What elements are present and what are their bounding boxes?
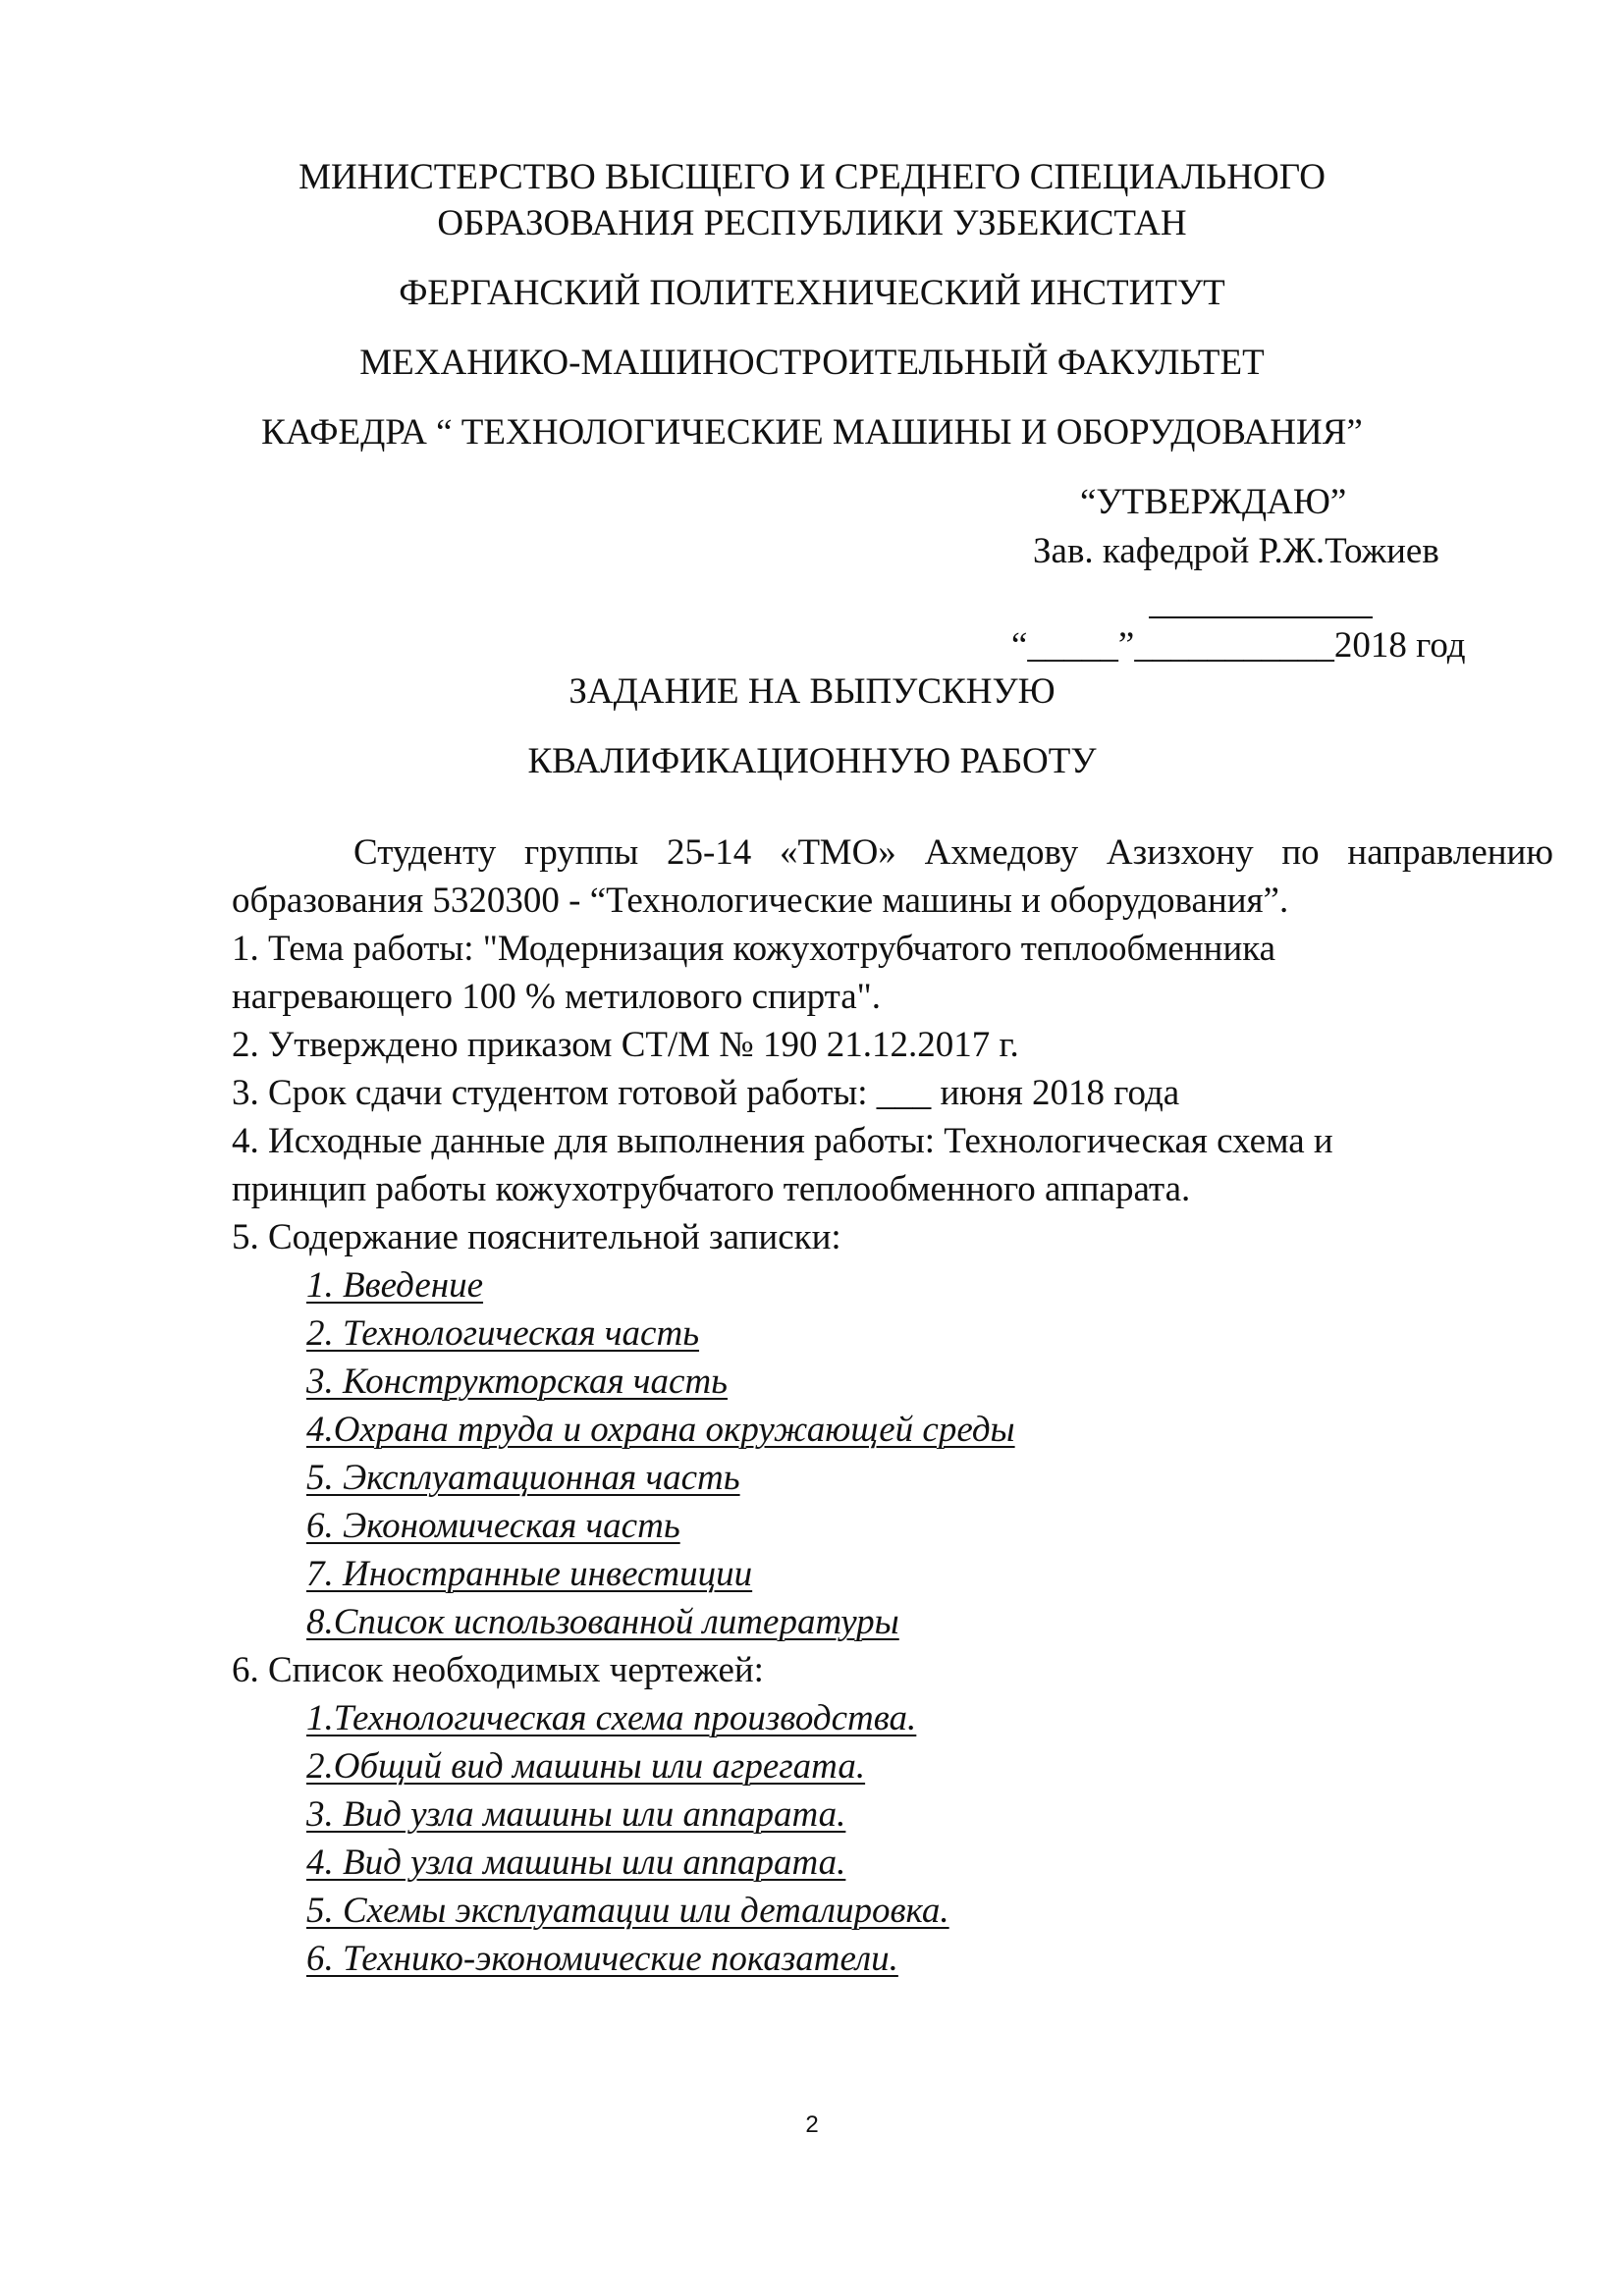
drawings-item: 4. Вид узла машины или аппарата.: [306, 1842, 846, 1883]
drawings-item: 6. Технико-экономические показатели.: [306, 1939, 898, 1979]
drawings-item: 1.Технологическая схема производства.: [306, 1698, 917, 1738]
source-data-line-2: принцип работы кожухотрубчатого теплообменного аппарата.: [232, 1169, 1191, 1209]
drawings-heading: 6. Список необходимых чертежей:: [232, 1650, 764, 1690]
drawings-item: 3. Вид узла машины или аппарата.: [306, 1794, 846, 1835]
drawings-item: 5. Схемы эксплуатации или деталировка.: [306, 1891, 949, 1931]
deadline-line: 3. Срок сдачи студентом готовой работы: ___ июня 2018 года: [232, 1073, 1180, 1113]
intro-line-2: образования 5320300 - “Технологические машины и оборудования”.: [232, 881, 1289, 921]
source-data-line-1: 4. Исходные данные для выполнения работы: Технологическая схема и: [232, 1121, 1333, 1161]
contents-item: 3. Конструкторская часть: [306, 1362, 729, 1402]
department-name: КАФЕДРА “ ТЕХНОЛОГИЧЕСКИЕ МАШИНЫ И ОБОРУДОВАНИЯ”: [261, 412, 1363, 453]
theme-line-1: 1. Тема работы: "Модернизация кожухотрубчатого теплообменника: [232, 929, 1276, 969]
approval-head: Зав. кафедрой Р.Ж.Тожиев: [1033, 531, 1439, 571]
contents-item: 7. Иностранные инвестиции: [306, 1554, 753, 1594]
contents-item: 2. Технологическая часть: [306, 1313, 700, 1354]
order-line: 2. Утверждено приказом СТ/М № 190 21.12.2017 г.: [232, 1025, 1019, 1065]
approval-title: “УТВЕРЖДАЮ”: [1080, 482, 1347, 522]
contents-item: 8.Список использованной литературы: [306, 1602, 899, 1642]
document-title-line-2: КВАЛИФИКАЦИОННУЮ РАБОТУ: [527, 741, 1097, 781]
page-number: 2: [805, 2111, 819, 2138]
drawings-item: 2.Общий вид машины или агрегата.: [306, 1746, 866, 1787]
document-title-line-1: ЗАДАНИЕ НА ВЫПУСКНУЮ: [568, 671, 1056, 712]
signature-line: [1149, 616, 1373, 618]
institute-name: ФЕРГАНСКИЙ ПОЛИТЕХНИЧЕСКИЙ ИНСТИТУТ: [399, 273, 1225, 313]
contents-item: 1. Введение: [306, 1265, 484, 1306]
ministry-line-1: МИНИСТЕРСТВО ВЫСЩЕГО И СРЕДНЕГО СПЕЦИАЛЬНОГО: [298, 157, 1326, 197]
approval-date-line: “_____”___________2018 год: [1011, 625, 1466, 666]
contents-item: 5. Эксплуатационная часть: [306, 1458, 740, 1498]
contents-item: 6. Экономическая часть: [306, 1506, 680, 1546]
ministry-line-2: ОБРАЗОВАНИЯ РЕСПУБЛИКИ УЗБЕКИСТАН: [437, 203, 1187, 243]
contents-item: 4.Охрана труда и охрана окружающей среды: [306, 1410, 1015, 1450]
theme-line-2: нагревающего 100 % метилового спирта".: [232, 977, 882, 1017]
intro-line-1: Студенту группы 25-14 «ТМО» Ахмедову Азизхону по направлению: [353, 832, 1553, 873]
faculty-name: МЕХАНИКО-МАШИНОСТРОИТЕЛЬНЫЙ ФАКУЛЬТЕТ: [359, 343, 1265, 383]
contents-heading: 5. Содержание пояснительной записки:: [232, 1217, 841, 1257]
